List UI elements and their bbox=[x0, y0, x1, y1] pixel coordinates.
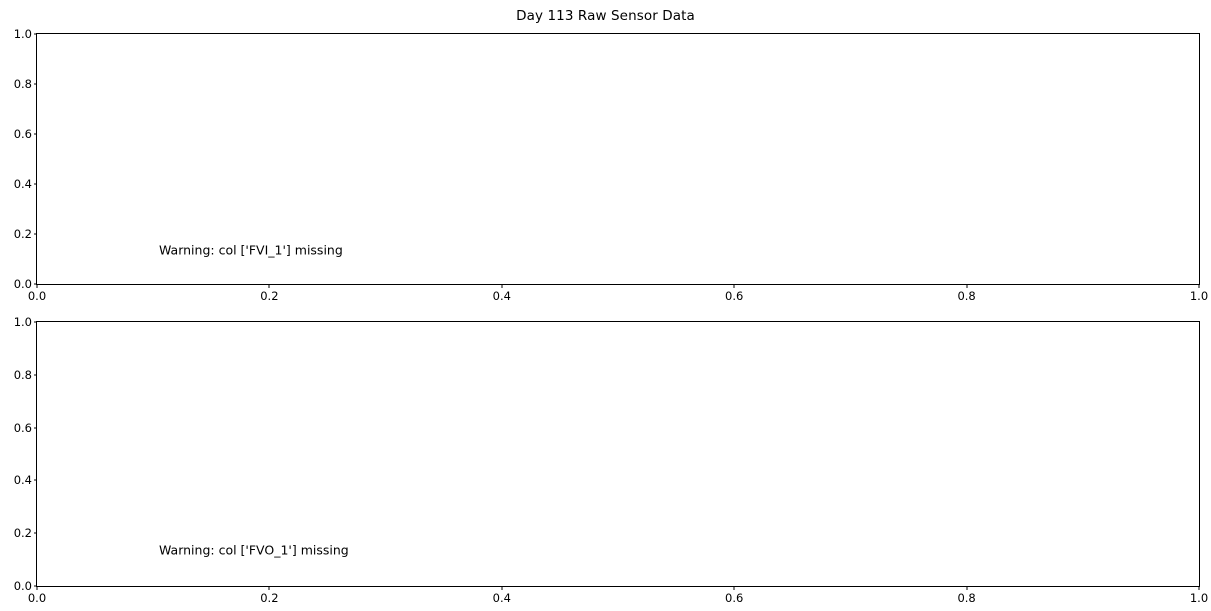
x-tick-mark bbox=[37, 586, 38, 590]
y-tick-label: 1.0 bbox=[13, 27, 32, 41]
x-tick-label: 1.0 bbox=[1189, 289, 1209, 303]
x-tick-mark bbox=[966, 586, 967, 590]
y-tick-mark bbox=[34, 533, 38, 534]
y-tick-label: 0.6 bbox=[13, 127, 32, 141]
x-tick-mark bbox=[966, 284, 967, 288]
page-title: Day 113 Raw Sensor Data bbox=[516, 8, 695, 24]
missing-column-warning: Warning: col ['FVI_1'] missing bbox=[159, 242, 343, 258]
x-tick-label: 0.2 bbox=[260, 289, 279, 303]
y-tick-mark bbox=[34, 184, 38, 185]
x-tick-mark bbox=[37, 284, 38, 288]
y-tick-mark bbox=[34, 374, 38, 375]
x-tick-mark bbox=[269, 284, 270, 288]
x-tick-mark bbox=[734, 284, 735, 288]
y-tick-label: 0.6 bbox=[13, 420, 32, 435]
y-tick-mark bbox=[34, 234, 38, 235]
y-tick-mark bbox=[34, 322, 38, 323]
x-tick-label: 0.4 bbox=[492, 591, 511, 605]
y-tick-mark bbox=[34, 84, 38, 85]
y-tick-label: 0.8 bbox=[13, 77, 32, 91]
x-tick-label: 0.4 bbox=[492, 289, 511, 303]
missing-column-warning: Warning: col ['FVO_1'] missing bbox=[159, 542, 349, 558]
y-tick-label: 0.4 bbox=[13, 473, 32, 488]
x-tick-mark bbox=[501, 284, 502, 288]
chart-panel-bottom bbox=[13, 315, 1209, 605]
x-tick-mark bbox=[1199, 586, 1200, 590]
x-tick-label: 0.6 bbox=[725, 591, 744, 605]
x-tick-mark bbox=[269, 586, 270, 590]
x-tick-label: 0.8 bbox=[957, 591, 976, 605]
y-tick-label: 0.0 bbox=[13, 579, 32, 593]
y-tick-label: 1.0 bbox=[13, 315, 32, 329]
y-tick-mark bbox=[34, 134, 38, 135]
x-tick-label: 0.0 bbox=[27, 591, 47, 605]
y-tick-mark bbox=[34, 480, 38, 481]
x-tick-mark bbox=[501, 586, 502, 590]
x-tick-mark bbox=[734, 586, 735, 590]
x-tick-label: 0.0 bbox=[27, 289, 47, 303]
y-tick-label: 0.8 bbox=[13, 367, 32, 382]
y-tick-mark bbox=[34, 34, 38, 35]
x-tick-label: 0.6 bbox=[725, 289, 744, 303]
y-tick-mark bbox=[34, 427, 38, 428]
x-tick-mark bbox=[1199, 284, 1200, 288]
x-tick-label: 0.2 bbox=[260, 591, 279, 605]
x-tick-label: 0.8 bbox=[957, 289, 976, 303]
x-tick-label: 1.0 bbox=[1189, 591, 1209, 605]
y-tick-label: 0.2 bbox=[13, 526, 32, 541]
chart-panel-top bbox=[13, 27, 1209, 303]
y-tick-label: 0.2 bbox=[13, 227, 32, 241]
y-tick-label: 0.4 bbox=[13, 177, 32, 191]
y-tick-label: 0.0 bbox=[13, 277, 32, 291]
